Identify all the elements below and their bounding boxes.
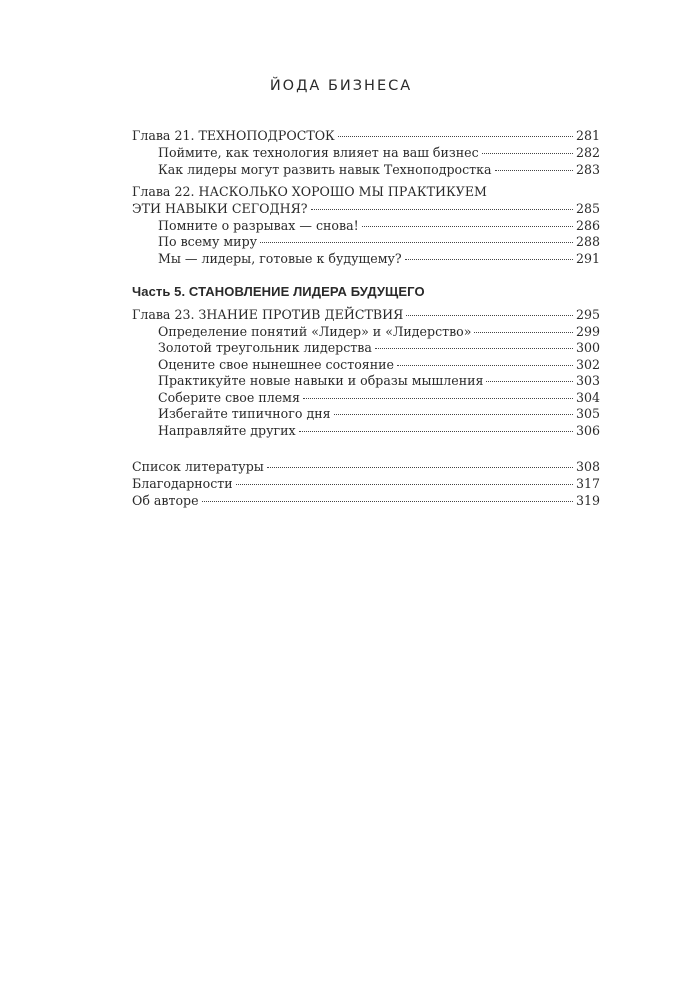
- leader-dots: [495, 158, 573, 171]
- toc-entry: Избегайте типичного дня 305: [158, 405, 600, 423]
- running-head: ЙОДА БИЗНЕСА: [269, 78, 413, 94]
- leader-dots: [474, 320, 572, 333]
- leader-dots: [267, 455, 573, 468]
- leader-dots: [236, 472, 573, 485]
- toc-entry: Практикуйте новые навыки и образы мышления 303: [158, 372, 600, 390]
- leader-dots: [260, 230, 573, 243]
- toc-entry: Направляйте других 306: [158, 422, 600, 440]
- toc-entry-about-author: Об авторе 319: [132, 492, 600, 510]
- toc-entry: Соберите свое племя 304: [158, 389, 600, 407]
- toc-entry: Золотой треугольник лидерства 300: [158, 339, 600, 357]
- leader-dots: [482, 141, 573, 154]
- toc-entry-chapter-21: Глава 21. ТЕХНОПОДРОСТОК 281: [132, 127, 600, 145]
- leader-dots: [338, 124, 573, 137]
- leader-dots: [334, 402, 573, 415]
- toc-entry-chapter-22-line2: ЭТИ НАВЫКИ СЕГОДНЯ? 285: [132, 200, 600, 218]
- leader-dots: [405, 247, 573, 260]
- leader-dots: [303, 386, 573, 399]
- toc-entry-acknowledgements: Благодарности 317: [132, 475, 600, 493]
- leader-dots: [299, 419, 573, 432]
- toc-entry-chapter-22-line1: Глава 22. НАСКОЛЬКО ХОРОШО МЫ ПРАКТИКУЕМ: [132, 184, 487, 199]
- toc-entry: Поймите, как технология влияет на ваш бизнес 282: [158, 144, 600, 162]
- leader-dots: [397, 353, 573, 366]
- toc-entry-bibliography: Список литературы 308: [132, 458, 600, 476]
- leader-dots: [486, 369, 573, 382]
- toc-entry-chapter-23: Глава 23. ЗНАНИЕ ПРОТИВ ДЕЙСТВИЯ 295: [132, 306, 600, 324]
- leader-dots: [311, 197, 573, 210]
- part-heading: Часть 5. СТАНОВЛЕНИЕ ЛИДЕРА БУДУЩЕГО: [132, 284, 425, 299]
- leader-dots: [362, 214, 573, 227]
- leader-dots: [202, 489, 573, 502]
- toc-entry: Как лидеры могут развить навык Технoподростка 283: [158, 161, 600, 179]
- leader-dots: [406, 303, 573, 316]
- toc-entry: Оцените свое нынешнее состояние 302: [158, 356, 600, 374]
- toc-entry: Мы — лидеры, готовые к будущему? 291: [158, 250, 600, 268]
- toc-entry: Помните о разрывах — снова! 286: [158, 217, 600, 235]
- toc-entry: По всему миру 288: [158, 233, 600, 251]
- toc-entry: Определение понятий «Лидер» и «Лидерство» 299: [158, 323, 600, 341]
- leader-dots: [375, 336, 573, 349]
